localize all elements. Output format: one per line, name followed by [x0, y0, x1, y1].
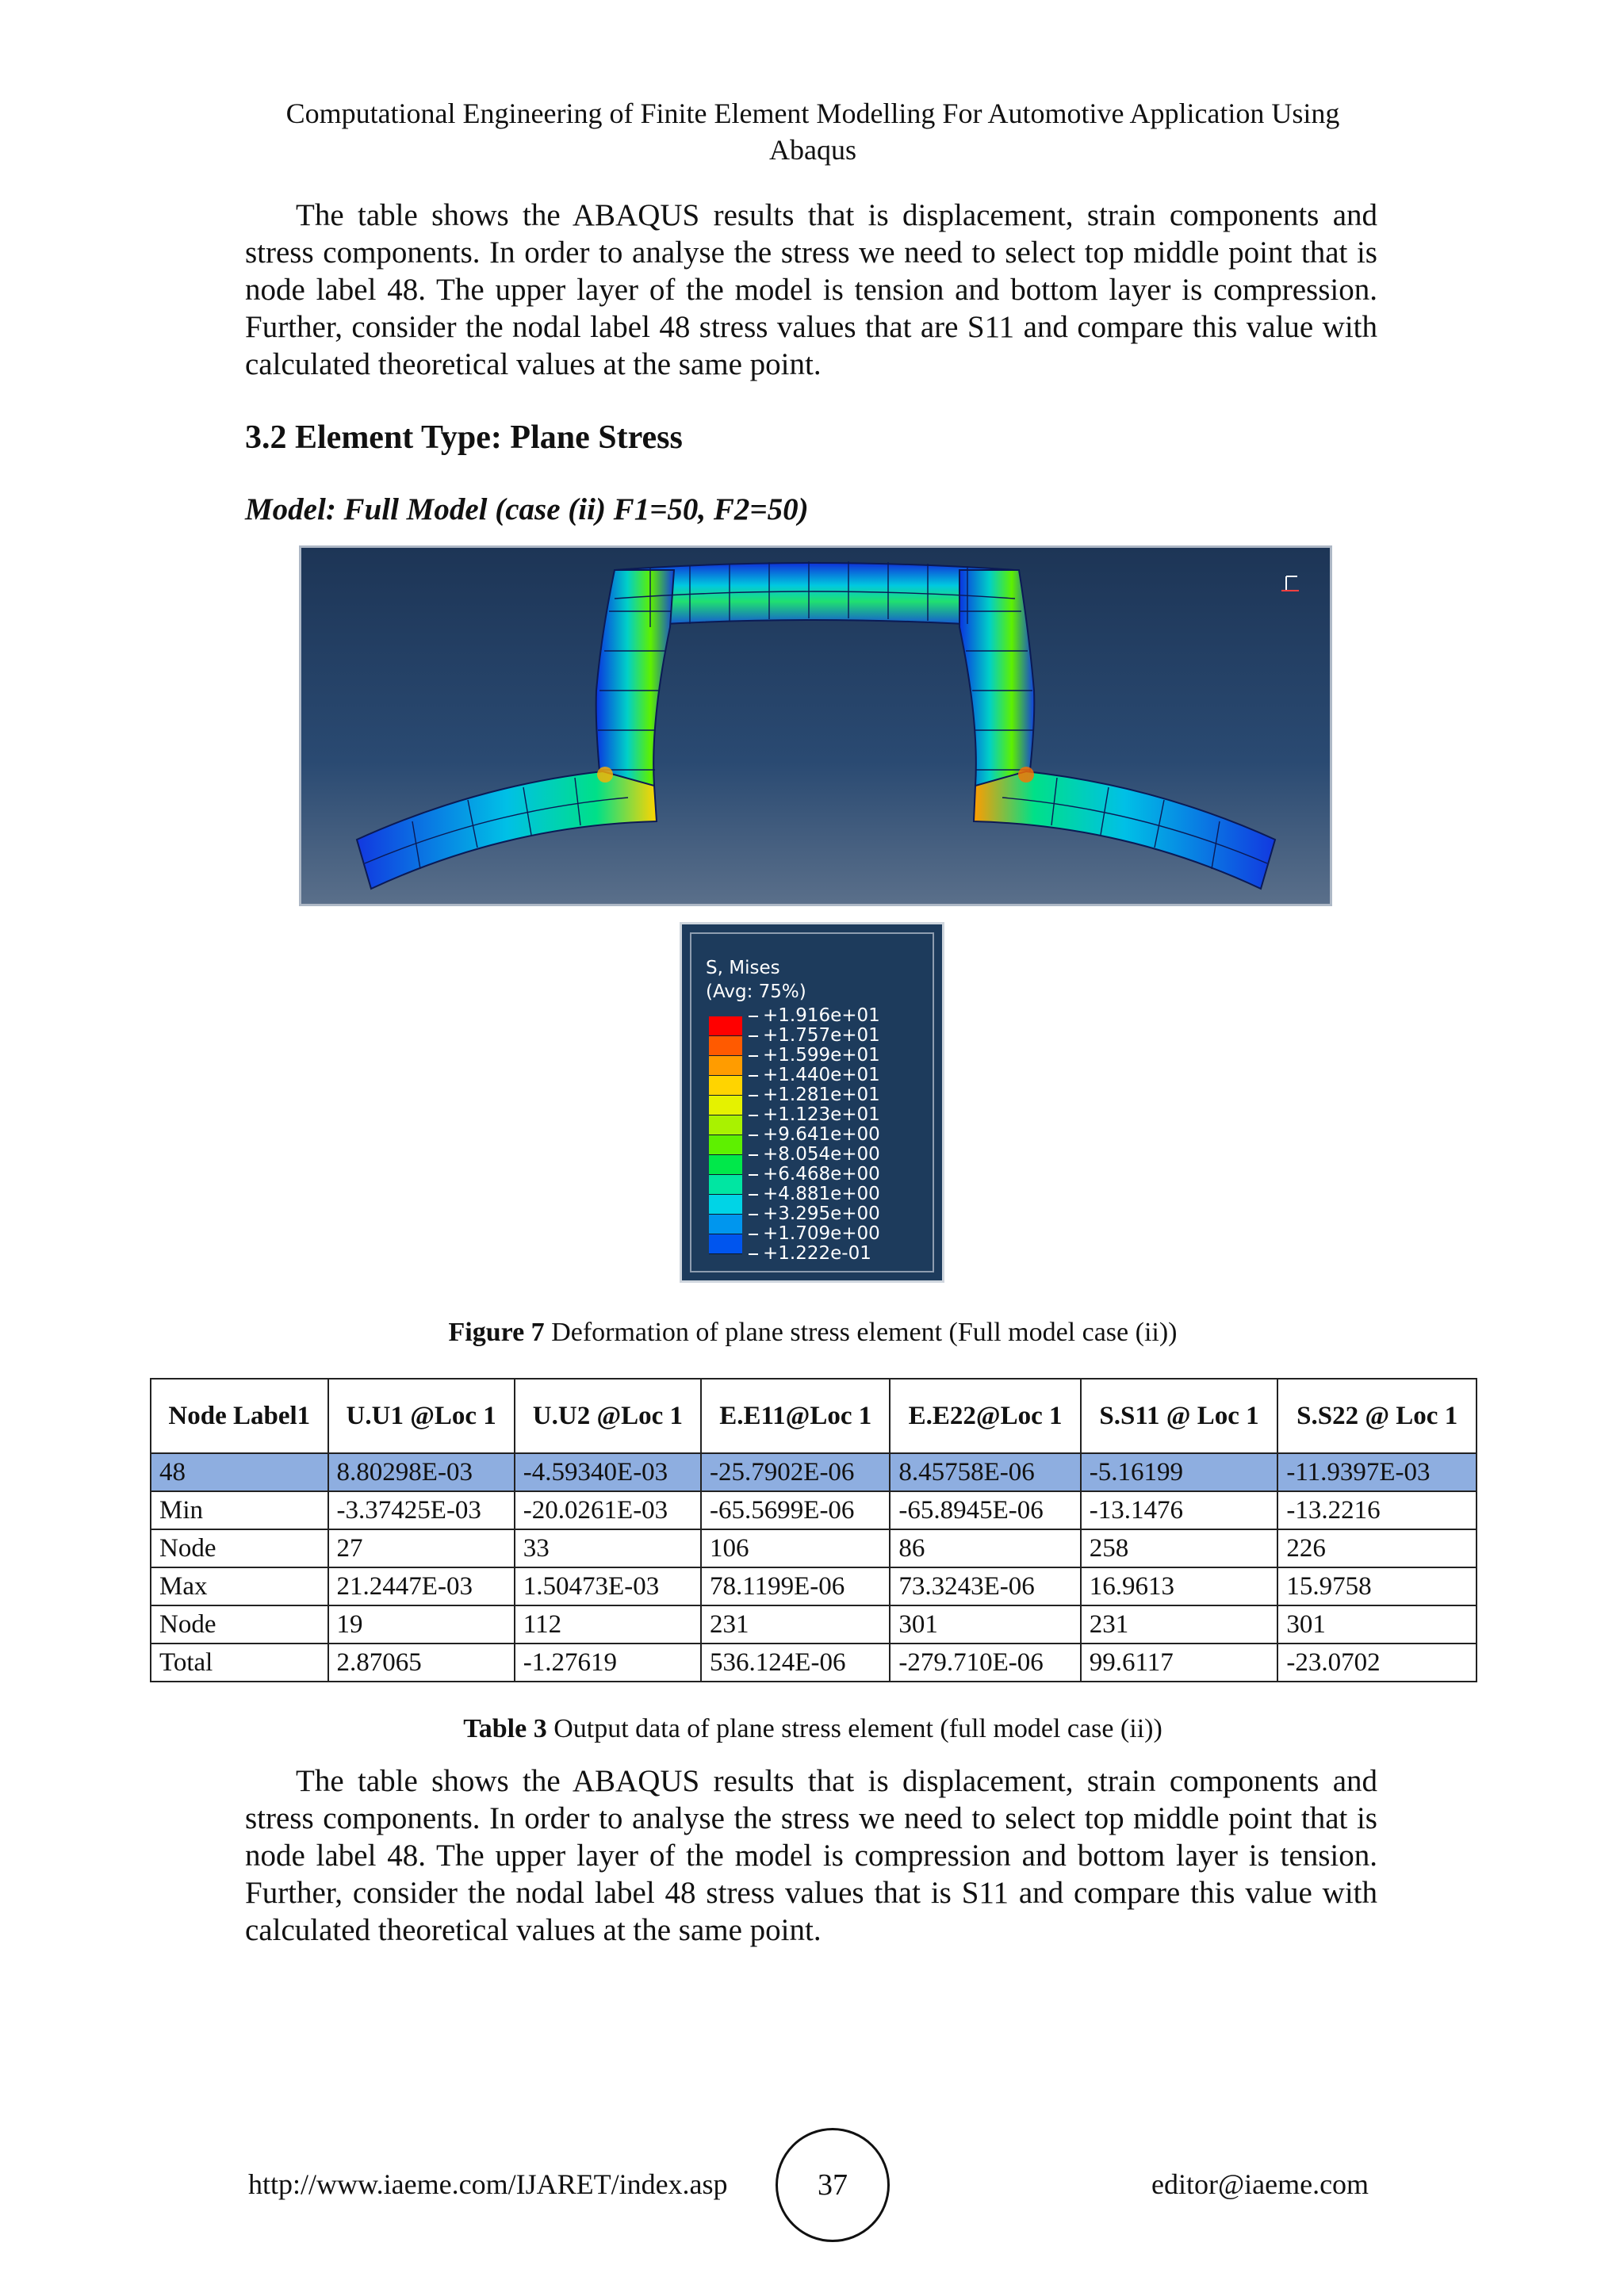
table-header-row [151, 1379, 1477, 1453]
table-cell: -13.2216 [1277, 1491, 1477, 1529]
table-row [151, 1567, 1477, 1605]
figure-label: Figure 7 [448, 1318, 545, 1347]
table-row [151, 1644, 1477, 1682]
page-number: 37 [776, 2128, 890, 2242]
table-cell: 231 [701, 1605, 890, 1644]
legend-value: +4.881e+00 [749, 1184, 880, 1204]
legend-swatch [709, 1016, 742, 1036]
table-row [151, 1529, 1477, 1567]
col-header: S.S22 @ Loc 1 [1277, 1379, 1477, 1453]
table-cell: 1.50473E-03 [515, 1567, 701, 1605]
legend-value: +9.641e+00 [749, 1125, 880, 1145]
table-cell: 231 [1081, 1605, 1278, 1644]
figure-caption-text: Deformation of plane stress element (Full model case (ii)) [551, 1318, 1178, 1347]
table-cell: 112 [515, 1605, 701, 1644]
table-cell: 15.9758 [1277, 1567, 1477, 1605]
table-row [151, 1453, 1477, 1491]
legend-values [749, 1006, 880, 1264]
col-header: E.E22@Loc 1 [890, 1379, 1080, 1453]
table-cell: 99.6117 [1081, 1644, 1278, 1682]
col-header: U.U2 @Loc 1 [515, 1379, 701, 1453]
model-heading: Model: Full Model (case (ii) F1=50, F2=50) [245, 492, 809, 526]
legend-value: +1.709e+00 [749, 1224, 880, 1244]
table-cell: -25.7902E-06 [701, 1453, 890, 1491]
legend-swatch [709, 1155, 742, 1175]
table-caption-text: Output data of plane stress element (full model case (ii)) [553, 1714, 1162, 1743]
table-cell: 301 [890, 1605, 1080, 1644]
table-cell: 73.3243E-06 [890, 1567, 1080, 1605]
figure-caption [238, 1318, 1388, 1348]
col-header: E.E11@Loc 1 [701, 1379, 890, 1453]
legend-value: +6.468e+00 [749, 1165, 880, 1184]
fem-mesh-drawing [301, 548, 1330, 904]
col-header: S.S11 @ Loc 1 [1081, 1379, 1278, 1453]
table-cell: -11.9397E-03 [1277, 1453, 1477, 1491]
table-cell: Node [151, 1605, 328, 1644]
left-wing [357, 771, 657, 889]
body-paragraph-2: The table shows the ABAQUS results that is displacement, strain components and stress components. In order to analyse the stress we need to select top middle point that is node label 48. The upper layer of the model is compression and bottom layer is tension. Further, consider the nodal label 48 stress values that is S11 and compare this value with calculated theoretical values at the same point. [245, 1764, 1377, 1947]
output-data-table [150, 1378, 1477, 1682]
axis-triad-icon [1281, 576, 1299, 591]
table-cell: Max [151, 1567, 328, 1605]
legend-value: +1.123e+01 [749, 1105, 880, 1125]
legend-value: +1.599e+01 [749, 1046, 880, 1066]
table-row [151, 1491, 1477, 1529]
table-cell: -279.710E-06 [890, 1644, 1080, 1682]
legend-swatch [709, 1076, 742, 1096]
running-title-line1: Computational Engineering of Finite Element Modelling For Automotive Application Using [285, 98, 1340, 129]
legend-value: +1.281e+01 [749, 1085, 880, 1105]
table-cell: -3.37425E-03 [328, 1491, 515, 1529]
table-cell: -4.59340E-03 [515, 1453, 701, 1491]
legend-value: +1.916e+01 [749, 1006, 880, 1026]
table-cell: 27 [328, 1529, 515, 1567]
legend-swatch [709, 1115, 742, 1135]
legend-value: +1.440e+01 [749, 1066, 880, 1085]
table-cell: 258 [1081, 1529, 1278, 1567]
legend-value: +1.757e+01 [749, 1026, 880, 1046]
legend-swatch [709, 1036, 742, 1056]
table-cell: 48 [151, 1453, 328, 1491]
legend-swatch [709, 1175, 742, 1195]
running-header [238, 95, 1388, 168]
table-cell: 21.2447E-03 [328, 1567, 515, 1605]
table-cell: -1.27619 [515, 1644, 701, 1682]
legend-swatch [709, 1135, 742, 1155]
table-row [151, 1605, 1477, 1644]
legend-swatch [709, 1056, 742, 1076]
col-header: U.U1 @Loc 1 [328, 1379, 515, 1453]
legend-subtitle: (Avg: 75%) [706, 982, 806, 1002]
contour-legend [680, 922, 944, 1283]
legend-swatches [709, 1016, 742, 1254]
col-header: Node Label1 [151, 1379, 328, 1453]
table-cell: 2.87065 [328, 1644, 515, 1682]
fem-contour-image [299, 545, 1332, 906]
running-title-line2: Abaqus [769, 134, 856, 166]
legend-value: +3.295e+00 [749, 1204, 880, 1224]
section-heading: 3.2 Element Type: Plane Stress [245, 419, 683, 456]
legend-swatch [709, 1234, 742, 1254]
table-cell: 86 [890, 1529, 1080, 1567]
legend-swatch [709, 1096, 742, 1115]
table-cell: Total [151, 1644, 328, 1682]
legend-value: +1.222e-01 [749, 1244, 880, 1264]
footer-email-link[interactable]: editor@iaeme.com [1151, 2168, 1369, 2200]
table-cell: -65.8945E-06 [890, 1491, 1080, 1529]
table-cell: -5.16199 [1081, 1453, 1278, 1491]
table-cell: 19 [328, 1605, 515, 1644]
body-paragraph-1: The table shows the ABAQUS results that is displacement, strain components and stress components. In order to analyse the stress we need to select top middle point that is node label 48. The upper layer of the model is tension and bottom layer is compression. Further, consider the nodal label 48 stress values that are S11 and compare this value with calculated theoretical values at the same point. [245, 198, 1377, 381]
table-cell: -13.1476 [1081, 1491, 1278, 1529]
table-cell: 106 [701, 1529, 890, 1567]
table-caption [238, 1714, 1388, 1744]
table-cell: Min [151, 1491, 328, 1529]
table-cell: Node [151, 1529, 328, 1567]
table-cell: -65.5699E-06 [701, 1491, 890, 1529]
table-cell: 301 [1277, 1605, 1477, 1644]
table-cell: -23.0702 [1277, 1644, 1477, 1682]
legend-swatch [709, 1215, 742, 1234]
table-cell: 33 [515, 1529, 701, 1567]
table-cell: 8.45758E-06 [890, 1453, 1080, 1491]
legend-title: S, Mises [706, 958, 780, 978]
table-cell: -20.0261E-03 [515, 1491, 701, 1529]
table-cell: 16.9613 [1081, 1567, 1278, 1605]
table-cell: 78.1199E-06 [701, 1567, 890, 1605]
table-cell: 226 [1277, 1529, 1477, 1567]
legend-value: +8.054e+00 [749, 1145, 880, 1165]
table-label: Table 3 [463, 1714, 547, 1743]
table-cell: 8.80298E-03 [328, 1453, 515, 1491]
footer-url-link[interactable]: http://www.iaeme.com/IJARET/index.asp [248, 2168, 728, 2200]
table-cell: 536.124E-06 [701, 1644, 890, 1682]
legend-swatch [709, 1195, 742, 1215]
right-wing [974, 771, 1275, 889]
